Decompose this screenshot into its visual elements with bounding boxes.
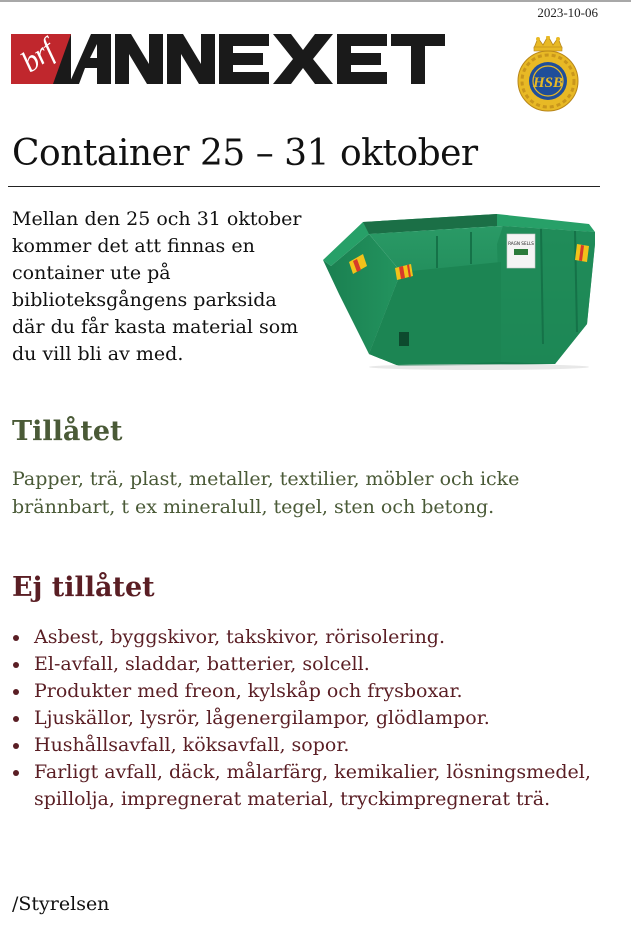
- container-label: RAGN SELLS: [508, 241, 534, 246]
- not-allowed-list: [12, 624, 612, 813]
- page-title: Container 25 – 31 oktober: [12, 133, 478, 174]
- not-allowed-heading: Ej tillåtet: [12, 572, 155, 603]
- allowed-text: Papper, trä, plast, metaller, textilier, möbler och icke brännbart, t ex mineralull, tegel, sten och betong.: [12, 468, 520, 518]
- allowed-heading: Tillåtet: [12, 416, 123, 447]
- list-item: Produkter med freon, kylskåp och frysboxar.: [12, 678, 612, 705]
- bullet-icon: [13, 743, 19, 749]
- top-border-line: [0, 0, 631, 2]
- list-item: Hushållsavfall, köksavfall, sopor.: [12, 732, 612, 759]
- bullet-icon: [13, 662, 19, 668]
- list-item: Farligt avfall, däck, målarfärg, kemikalier, lösningsmedel, spillolja, impregnerat material, tryckimpregnerat trä.: [12, 759, 612, 813]
- container-image: [319, 204, 601, 370]
- hsb-logo: [516, 36, 580, 112]
- hsb-logo-text: HSB: [532, 75, 564, 91]
- document-date: 2023-10-06: [537, 5, 598, 20]
- list-item: Asbest, byggskivor, takskivor, rörisolering.: [12, 624, 612, 651]
- list-item: El-avfall, sladdar, batterier, solcell.: [12, 651, 612, 678]
- title-divider: [8, 186, 600, 187]
- bullet-icon: [13, 635, 19, 641]
- bullet-icon: [13, 716, 19, 722]
- intro-paragraph: Mellan den 25 och 31 oktober kommer det att finnas en container ute på biblioteksgångens parksida där du får kasta material som du vill bli av med.: [12, 208, 302, 365]
- brand-prefix: brf: [15, 33, 61, 80]
- bullet-icon: [13, 770, 19, 776]
- bullet-icon: [13, 689, 19, 695]
- list-item: Ljuskällor, lysrör, lågenergilampor, glödlampor.: [12, 705, 612, 732]
- brand-logo: [11, 34, 445, 84]
- annexet-wordmark: [11, 34, 445, 84]
- signature: /Styrelsen: [12, 893, 110, 915]
